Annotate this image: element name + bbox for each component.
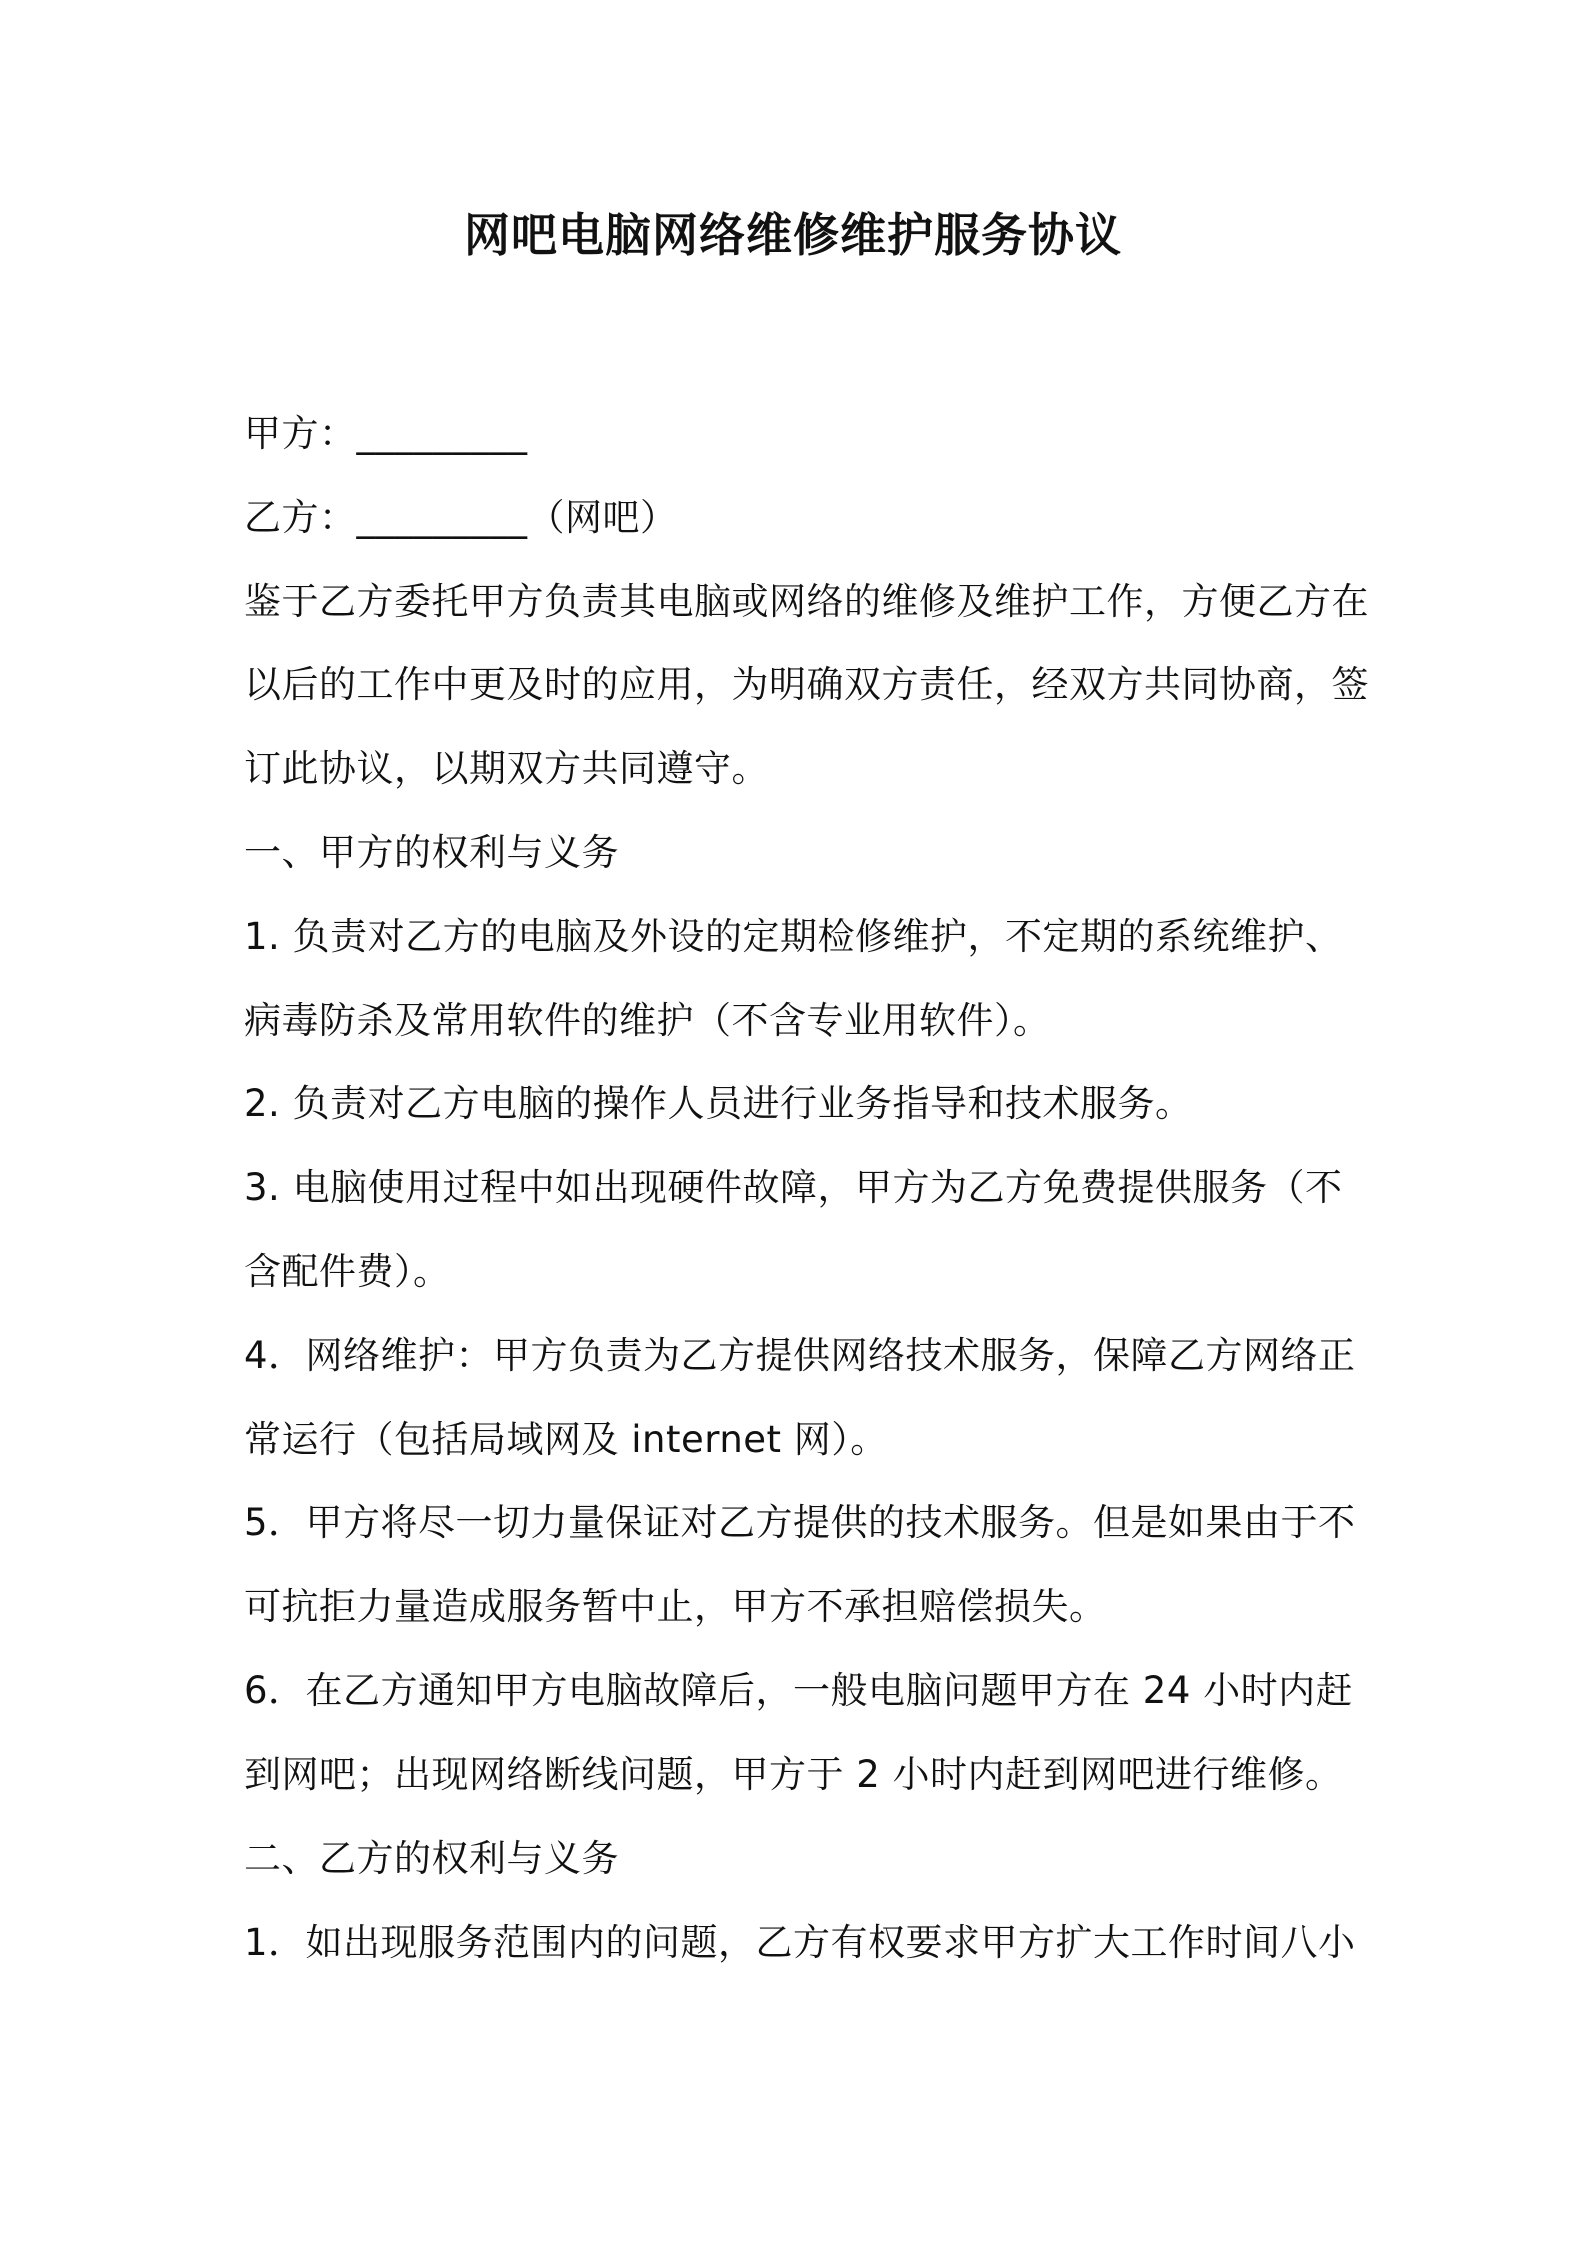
clause-a1-line-2: 病毒防杀及常用软件的维护（不含专业用软件）。 [244, 999, 1051, 1042]
clause-b1-line-1: 1．如出现服务范围内的问题，乙方有权要求甲方扩大工作时间八小 [244, 1921, 1356, 1964]
clause-a3-line-1: 3. 电脑使用过程中如出现硬件故障，甲方为乙方免费提供服务（不 [244, 1166, 1343, 1209]
clause-a5-line-2: 可抗拒力量造成服务暂中止，甲方不承担赔偿损失。 [244, 1585, 1107, 1628]
document-title: 网吧电脑网络维修维护服务协议 [464, 208, 1122, 262]
preamble-line-3: 订此协议，以期双方共同遵守。 [244, 747, 769, 790]
clause-a5-line-1: 5．甲方将尽一切力量保证对乙方提供的技术服务。但是如果由于不 [244, 1501, 1356, 1544]
clause-a3-line-2: 含配件费）。 [244, 1250, 451, 1293]
clause-a2-line-1: 2. 负责对乙方电脑的操作人员进行业务指导和技术服务。 [244, 1082, 1193, 1125]
clause-a6-line-1: 6．在乙方通知甲方电脑故障后，一般电脑问题甲方在 24 小时内赶 [244, 1669, 1354, 1712]
clause-a6-line-2: 到网吧；出现网络断线问题，甲方于 2 小时内赶到网吧进行维修。 [244, 1753, 1343, 1796]
party-a-line: 甲方：_________ [244, 412, 528, 455]
section-heading-party-a: 一、甲方的权利与义务 [244, 831, 619, 874]
preamble-line-1: 鉴于乙方委托甲方负责其电脑或网络的维修及维护工作，方便乙方在 [244, 580, 1369, 623]
clause-a1-line-1: 1. 负责对乙方的电脑及外设的定期检修维护，不定期的系统维护、 [244, 915, 1343, 958]
party-b-line: 乙方：_________（网吧） [244, 496, 678, 539]
preamble-line-2: 以后的工作中更及时的应用，为明确双方责任，经双方共同协商，签 [244, 663, 1369, 706]
clause-a4-line-1: 4．网络维护：甲方负责为乙方提供网络技术服务，保障乙方网络正 [244, 1334, 1356, 1377]
section-heading-party-b: 二、乙方的权利与义务 [244, 1837, 619, 1880]
clause-a4-line-2: 常运行（包括局域网及 internet 网）。 [244, 1418, 888, 1461]
